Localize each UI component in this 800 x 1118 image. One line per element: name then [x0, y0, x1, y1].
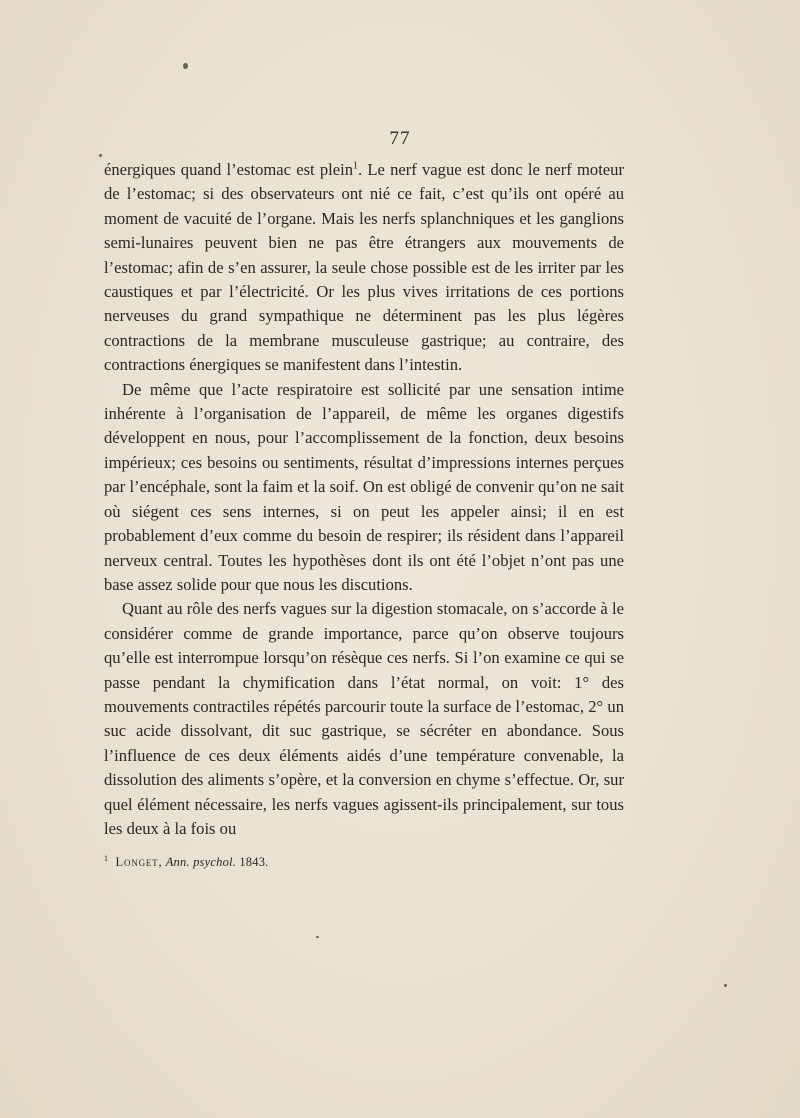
footnote	[104, 854, 268, 870]
paragraph-text: énergiques quand l’estomac est plein	[104, 160, 354, 179]
footnote-author: Longet,	[115, 855, 163, 870]
paragraph	[104, 158, 624, 378]
footnote-marker: 1	[104, 854, 109, 863]
paragraph-text: . Le nerf vague est donc le nerf moteur de l’estomac; si des observateurs ont nié ce fait, c’est qu’ils ont opéré au moment de vacuité de l’organe. Mais les nerfs splanchniques et les ganglions semi-lunaires peuvent bien ne pas être étrangers aux mouvements de l’estomac; afin de s’en assurer, la seule chose possible est de les irriter par les caustiques et par l’électricité. Or les plus vives irritations de ces portions nerveuses du grand sympathique ne déterminent pas les plus légères contractions de la membrane musculeuse gastrique; au contraire, des contractions énergiques se manifestent dans l’intestin.	[104, 160, 624, 375]
page-number: 77	[389, 128, 411, 149]
ink-speck	[724, 984, 727, 987]
ink-speck	[316, 936, 319, 938]
footnote-year: 1843.	[239, 855, 269, 870]
ink-speck	[183, 63, 188, 69]
body-text	[104, 158, 624, 841]
footnote-journal: Ann. psychol.	[165, 855, 237, 870]
paragraph: Quant au rôle des nerfs vagues sur la digestion stomacale, on s’accorde à le considérer comme de grande importance, parce qu’on observe toujours qu’elle est interrompue lorsqu’on résèque ces nerfs. Si l’on examine ce qui se passe pendant la chymification dans l’état normal, on voit: 1° des mouvements contractiles répétés parcourir toute la surface de l’estomac, 2° un suc acide dissolvant, dit suc gastrique, se sécréter en abondance. Sous l’influence de ces deux éléments aidés d’une température convenable, la dissolution des aliments s’opère, et la conversion en chyme s’effectue. Or, sur quel élément nécessaire, les nerfs vagues agissent-ils principalement, sur tous les deux à la fois ou	[104, 599, 624, 838]
paragraph: De même que l’acte respiratoire est sollicité par une sensation intime inhérente à l’organisation de l’appareil, de même les organes digestifs développent en nous, pour l’accomplissement de la fonction, deux besoins impérieux; ces besoins ou sentiments, résultat d’impressions internes perçues par l’encéphale, sont la faim et la soif. On est obligé de convenir qu’on ne sait où siégent ces sens internes, si on peut les appeler ainsi; il en est probablement d’eux comme du besoin de respirer; ils résident dans l’appareil nerveux central. Toutes les hypothèses dont ils ont été l’objet n’ont pas une base assez solide pour que nous les discutions.	[104, 379, 624, 594]
ink-speck	[99, 154, 102, 157]
footnote-reference[interactable]: 1	[353, 160, 359, 172]
